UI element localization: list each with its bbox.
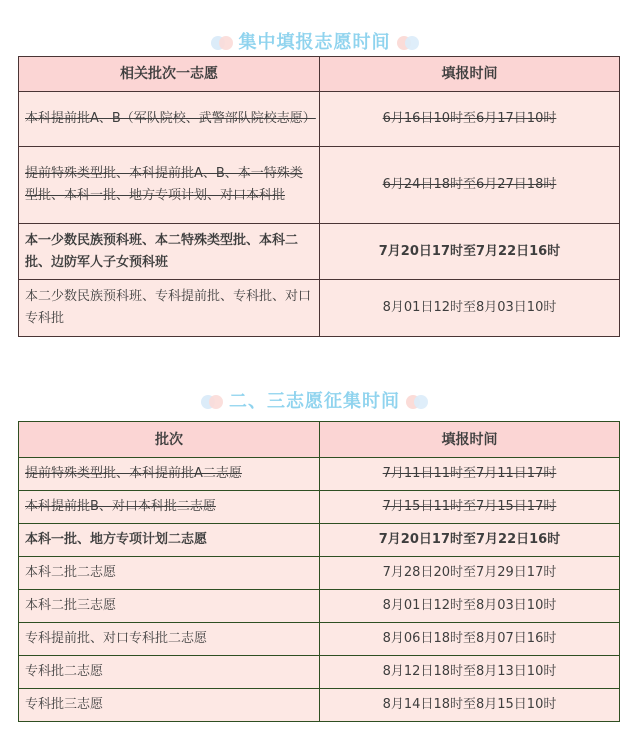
time-cell: 7月11日11时至7月11日17时 xyxy=(320,458,620,491)
batch-cell: 专科批三志愿 xyxy=(19,689,320,722)
table-row xyxy=(19,458,620,491)
batch-cell: 专科提前批、对口专科批二志愿 xyxy=(19,623,320,656)
table-header-row xyxy=(19,422,620,458)
batch-cell: 本科一批、地方专项计划二志愿 xyxy=(19,524,320,557)
time-cell: 7月28日20时至7月29日17时 xyxy=(320,557,620,590)
table-row xyxy=(19,280,620,337)
time-cell: 8月01日12时至8月03日10时 xyxy=(320,590,620,623)
table-row xyxy=(19,147,620,224)
batch-cell: 本科提前批A、B（军队院校、武警部队院校志愿） xyxy=(19,92,320,147)
time-cell: 7月15日11时至7月15日17时 xyxy=(320,491,620,524)
time-cell: 6月16日10时至6月17日10时 xyxy=(320,92,620,147)
section1-title-text: 集中填报志愿时间 xyxy=(238,32,391,53)
decorative-dots-icon xyxy=(201,395,223,409)
time-cell: 8月14日18时至8月15日10时 xyxy=(320,689,620,722)
time-cell: 7月20日17时至7月22日16时 xyxy=(320,224,620,280)
decorative-dots-icon xyxy=(397,36,419,50)
section1-title xyxy=(0,28,629,54)
table-header-row xyxy=(19,57,620,92)
time-cell: 8月06日18时至8月07日16时 xyxy=(320,623,620,656)
section2-title xyxy=(0,387,629,413)
table-row xyxy=(19,590,620,623)
time-cell: 6月24日18时至6月27日18时 xyxy=(320,147,620,224)
table-row xyxy=(19,92,620,147)
time-cell: 8月12日18时至8月13日10时 xyxy=(320,656,620,689)
batch-cell: 提前特殊类型批、本科提前批A、B、本一特殊类型批、本科一批、地方专项计划、对口本科批 xyxy=(19,147,320,224)
header-time: 填报时间 xyxy=(320,57,620,92)
header-batch: 相关批次一志愿 xyxy=(19,57,320,92)
table-row xyxy=(19,689,620,722)
batch-cell: 提前特殊类型批、本科提前批A二志愿 xyxy=(19,458,320,491)
time-cell: 7月20日17时至7月22日16时 xyxy=(320,524,620,557)
header-time: 填报时间 xyxy=(320,422,620,458)
decorative-dots-icon xyxy=(211,36,233,50)
batch-cell: 专科批二志愿 xyxy=(19,656,320,689)
table-row xyxy=(19,557,620,590)
section2-title-text: 二、三志愿征集时间 xyxy=(229,391,400,412)
time-cell: 8月01日12时至8月03日10时 xyxy=(320,280,620,337)
table-row xyxy=(19,623,620,656)
supplementary-choice-schedule-table xyxy=(18,421,620,722)
batch-cell: 本科二批二志愿 xyxy=(19,557,320,590)
header-batch: 批次 xyxy=(19,422,320,458)
batch-cell: 本一少数民族预科班、本二特殊类型批、本科二批、边防军人子女预科班 xyxy=(19,224,320,280)
decorative-dots-icon xyxy=(406,395,428,409)
first-choice-schedule-table xyxy=(18,56,620,337)
table-row xyxy=(19,524,620,557)
table-row xyxy=(19,656,620,689)
batch-cell: 本科二批三志愿 xyxy=(19,590,320,623)
batch-cell: 本二少数民族预科班、专科提前批、专科批、对口专科批 xyxy=(19,280,320,337)
table-row xyxy=(19,224,620,280)
batch-cell: 本科提前批B、对口本科批二志愿 xyxy=(19,491,320,524)
table-row xyxy=(19,491,620,524)
